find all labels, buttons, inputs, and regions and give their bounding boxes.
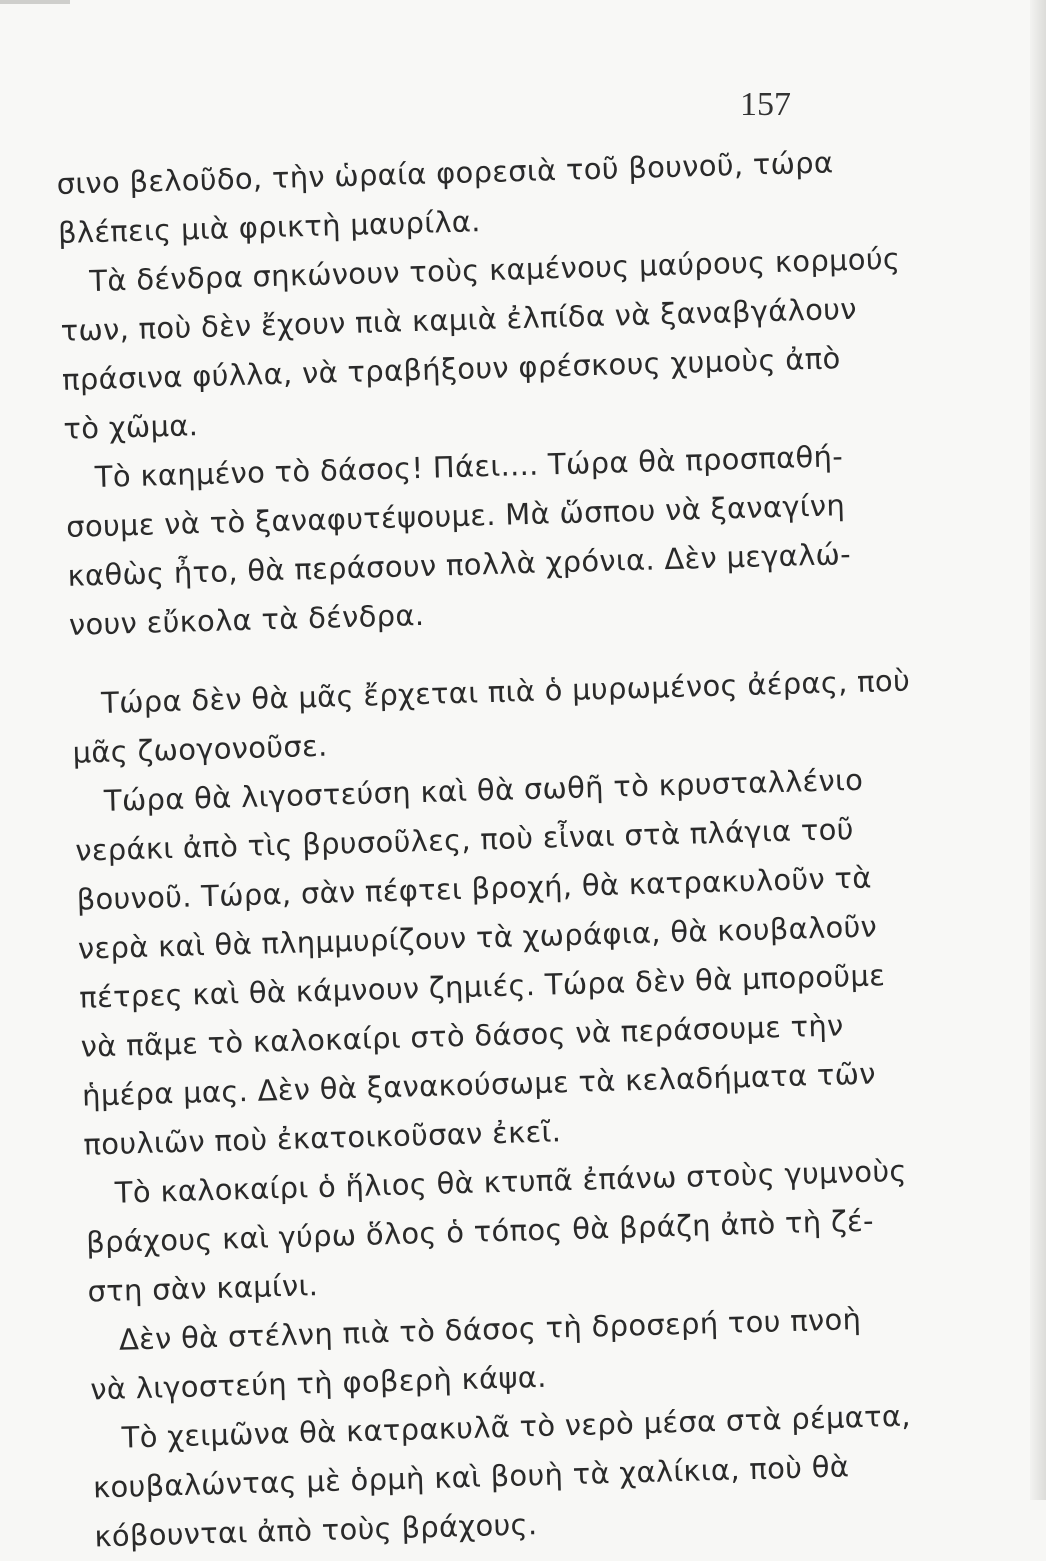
text-line: νεράκι ἀπὸ τὶς βρυσοῦλες, ποὺ εἶναι στὰ πλάγια τοῦ bbox=[74, 811, 855, 868]
text-line: νουν εὔκολα τὰ δένδρα. bbox=[68, 597, 425, 642]
text-line: ἡμέρα μας. Δὲν θὰ ξανακούσωμε τὰ κελαδήματα τῶν bbox=[81, 1056, 877, 1113]
page-edge-shadow bbox=[1030, 0, 1046, 1500]
text-line: Τὸ καημένο τὸ δάσος! Πάει.... Τώρα θὰ προσπαθή- bbox=[94, 439, 844, 495]
text-line: Τώρα θὰ λιγοστεύση καὶ θὰ σωθῆ τὸ κρυσταλλένιο bbox=[103, 762, 864, 818]
text-line: κόβουνται ἀπὸ τοὺς βράχους. bbox=[93, 1507, 538, 1554]
text-line: βουνοῦ. Τώρα, σὰν πέφτει βροχή, θὰ κατρακυλοῦν τὰ bbox=[76, 860, 873, 917]
text-line: νὰ πᾶμε τὸ καλοκαίρι στὸ δάσος νὰ περάσουμε τὴν bbox=[80, 1008, 844, 1064]
text-line: μᾶς ζωογονοῦσε. bbox=[72, 728, 328, 770]
text-line: βλέπεις μιὰ φρικτὴ μαυρίλα. bbox=[57, 204, 482, 250]
text-line: πράσινα φύλλα, νὰ τραβήξουν φρέσκους χυμοὺς ἀπὸ bbox=[61, 341, 841, 397]
text-line: νὰ λιγοστεύη τὴ φοβερὴ κάψα. bbox=[89, 1359, 548, 1407]
body-text bbox=[56, 138, 912, 1561]
text-line: στη σὰν καμίνι. bbox=[87, 1268, 319, 1309]
text-line: Τὰ δένδρα σηκώνουν τοὺς καμένους μαύρους κορμούς bbox=[88, 241, 901, 299]
text-line: Τώρα δὲν θὰ μᾶς ἔρχεται πιὰ ὁ μυρωμένος ἀέρας, ποὺ bbox=[100, 663, 911, 720]
text-line: καθὼς ἦτο, θὰ περάσουν πολλὰ χρόνια. Δὲν μεγαλώ- bbox=[67, 536, 852, 593]
scan-mark bbox=[0, 0, 70, 4]
text-line: κουβαλώντας μὲ ὁρμὴ καὶ βουὴ τὰ χαλίκια, ποὺ θὰ bbox=[92, 1449, 850, 1505]
text-line: πουλιῶν ποὺ ἐκατοικοῦσαν ἐκεῖ. bbox=[83, 1114, 562, 1162]
text-line: των, ποὺ δὲν ἔχουν πιὰ καμιὰ ἐλπίδα νὰ ξαναβγάλουν bbox=[60, 291, 858, 348]
text-line: νερὰ καὶ θὰ πλημμυρίζουν τὰ χωράφια, θὰ κουβαλοῦν bbox=[77, 909, 878, 966]
text-line: Τὸ χειμῶνα θὰ κατρακυλᾶ τὸ νερὸ μέσα στὰ ρέματα, bbox=[121, 1398, 912, 1455]
page-number: 157 bbox=[740, 86, 791, 123]
text-line: τὸ χῶμα. bbox=[63, 408, 199, 446]
text-line: βράχους καὶ γύρω ὅλος ὁ τόπος θὰ βράζη ἀπὸ τὴ ζέ- bbox=[85, 1203, 875, 1260]
text-line: σουμε νὰ τὸ ξαναφυτέψουμε. Μὰ ὥσπου νὰ ξαναγίνη bbox=[65, 488, 846, 544]
text-line: Δὲν θὰ στέλνη πιὰ τὸ δάσος τὴ δροσερή του πνοὴ bbox=[118, 1301, 862, 1357]
text-line: πέτρες καὶ θὰ κάμνουν ζημιές. Τώρα δὲν θὰ μποροῦμε bbox=[78, 958, 886, 1015]
text-line: Τὸ καλοκαίρι ὁ ἥλιος θὰ κτυπᾶ ἐπάνω στοὺς γυμνοὺς bbox=[114, 1153, 908, 1210]
text-line: σινο βελοῦδο, τὴν ὡραία φορεσιὰ τοῦ βουνοῦ, τώρα bbox=[56, 145, 834, 201]
